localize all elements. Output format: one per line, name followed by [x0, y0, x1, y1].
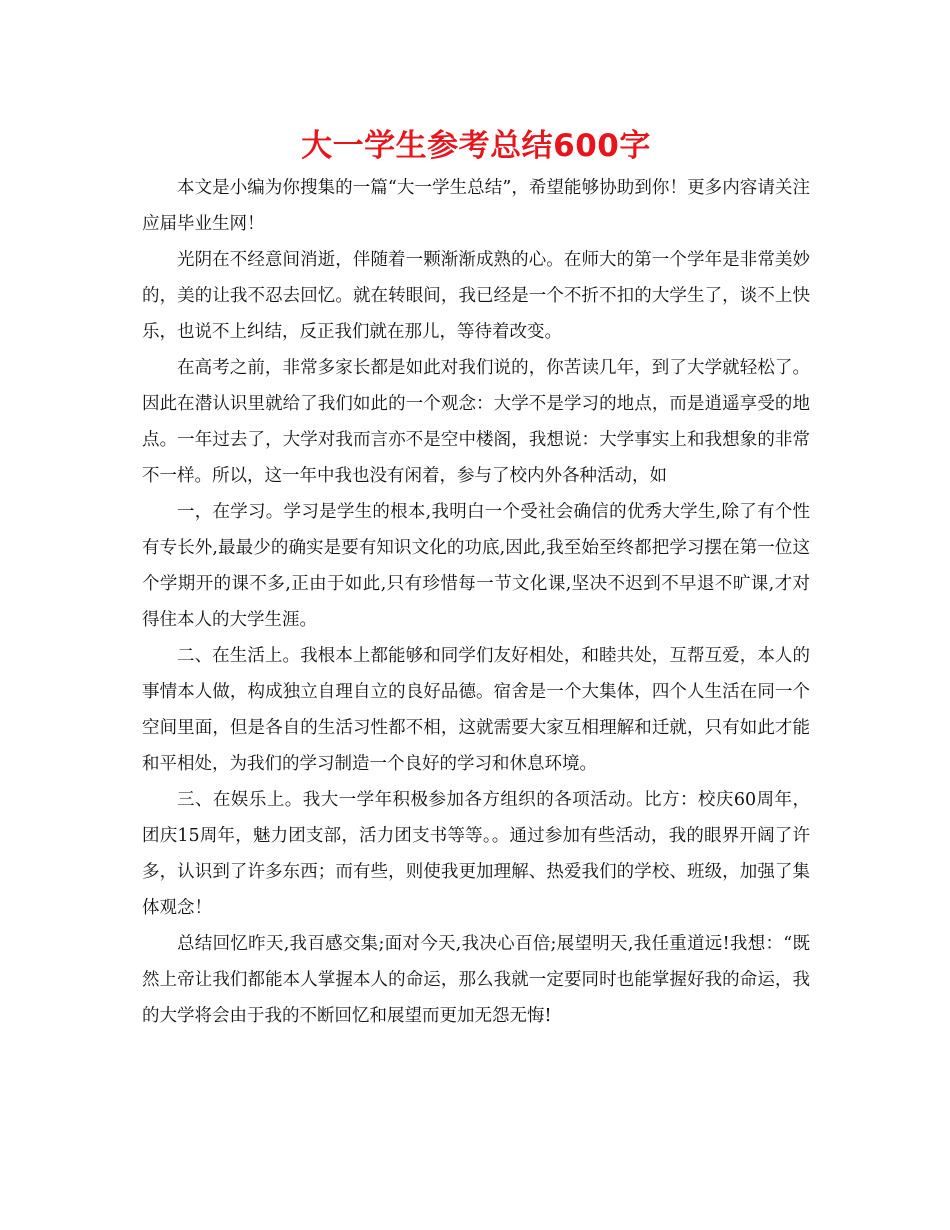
paragraph-conclusion: 总结回忆昨天,我百感交集;面对今天,我决心百倍;展望明天,我任重道远!我想：“既然上帝让我们都能本人掌握本人的命运，那么我就一定要同时也能掌握好我的命运，我的大学将会由于我的不断回忆和展望而更加无怨无悔!: [142, 934, 810, 1026]
document-page: [142, 122, 810, 1034]
paragraph-intro: 本文是小编为你搜集的一篇“大一学生总结”，希望能够协助到你！更多内容请关注应届毕业生网！: [142, 178, 810, 234]
paragraph-study: 一，在学习。学习是学生的根本,我明白一个受社会确信的优秀大学生,除了有个性有专长外,最最少的确实是要有知识文化的功底,因此,我至始至终都把学习摆在第一位这个学期开的课不多,正由于如此,只有珍惜每一节文化课,坚决不迟到不早退不旷课,才对得住本人的大学生涯。: [142, 502, 810, 630]
paragraph-entertainment: 三、在娱乐上。我大一学年积极参加各方组织的各项活动。比方：校庆60周年，团庆15周年，魅力团支部，活力团支书等等。。通过参加有些活动，我的眼界开阔了许多，认识到了许多东西；而有些，则使我更加理解、热爱我们的学校、班级，加强了集体观念！: [142, 790, 810, 918]
paragraph-life: 二、在生活上。我根本上都能够和同学们友好相处，和睦共处，互帮互爱，本人的事情本人做，构成独立自理自立的良好品德。宿舍是一个大集体，四个人生活在同一个空间里面，但是各自的生活习性都不相，这就需要大家互相理解和迁就，只有如此才能和平相处，为我们的学习制造一个良好的学习和休息环境。: [142, 646, 810, 774]
paragraph-time: 光阴在不经意间消逝，伴随着一颗渐渐成熟的心。在师大的第一个学年是非常美妙的，美的让我不忍去回忆。就在转眼间，我已经是一个不折不扣的大学生了，谈不上快乐，也说不上纠结，反正我们就在那儿，等待着改变。: [142, 250, 810, 342]
document-body: [142, 170, 810, 1034]
paragraph-before-exam: 在高考之前，非常多家长都是如此对我们说的，你苦读几年，到了大学就轻松了。因此在潜认识里就给了我们如此的一个观念：大学不是学习的地点，而是逍遥享受的地点。一年过去了，大学对我而言亦不是空中楼阁，我想说：大学事实上和我想象的非常不一样。所以，这一年中我也没有闲着，参与了校内外各种活动，如: [142, 358, 810, 486]
document-title: 大一学生参考总结600字: [301, 128, 651, 164]
